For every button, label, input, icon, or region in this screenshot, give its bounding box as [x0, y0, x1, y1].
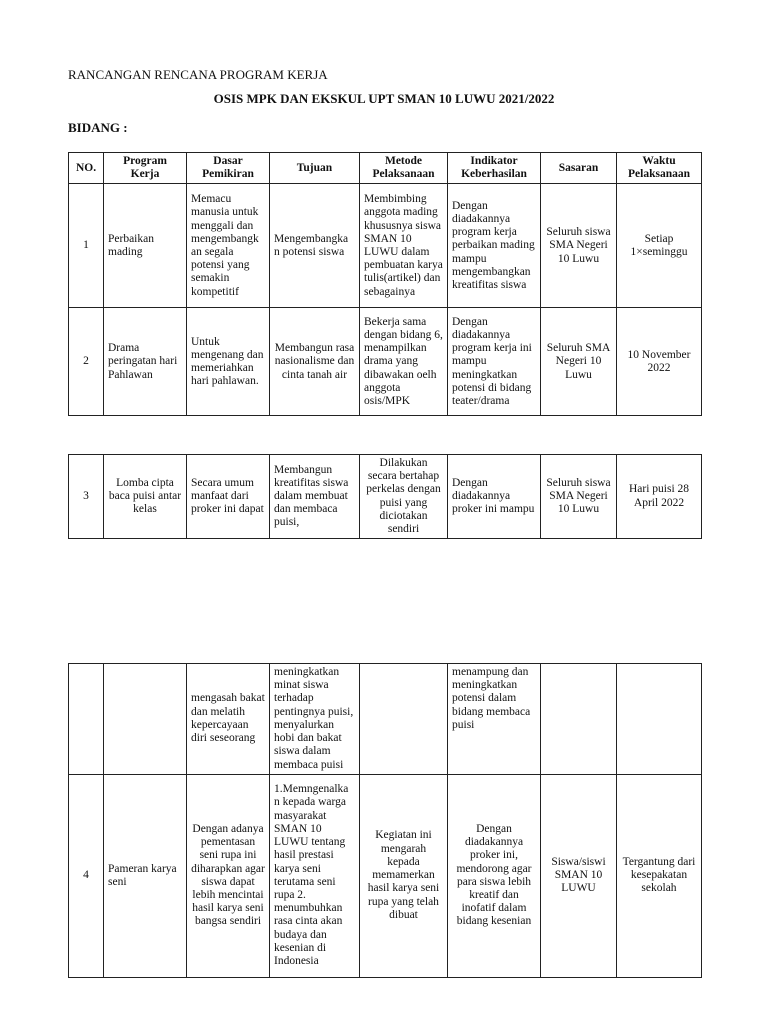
cell-indikator: Dengan diadakannya program kerja perbaikan mading mampu mengembangkan kreatifitas siswa: [448, 184, 541, 308]
cell-no: [69, 664, 104, 775]
table-row: [69, 664, 702, 775]
document-heading: RANCANGAN RENCANA PROGRAM KERJA: [68, 67, 328, 82]
cell-tujuan: meningkatkan minat siswa terhadap pentingnya puisi, menyalurkan hobi dan bakat siswa dalam membaca puisi: [270, 664, 360, 775]
cell-sasaran: [541, 664, 617, 775]
cell-dasar: Untuk mengenang dan memeriahkan hari pahlawan.: [187, 308, 270, 416]
cell-dasar: Secara umum manfaat dari proker ini dapat: [187, 455, 270, 539]
program-table-part-2: [68, 454, 702, 539]
header-metode: Metode Pelaksanaan: [360, 153, 448, 184]
header-indikator: Indikator Keberhasilan: [448, 153, 541, 184]
cell-dasar: Memacu manusia untuk menggali dan mengembangk an segala potensi yang semakin kompetitif: [187, 184, 270, 308]
cell-waktu: Setiap 1×seminggu: [617, 184, 702, 308]
table-row: [69, 455, 702, 539]
cell-sasaran: Seluruh SMA Negeri 10 Luwu: [541, 308, 617, 416]
cell-waktu: [617, 664, 702, 775]
cell-indikator: menampung dan meningkatkan potensi dalam bidang membaca puisi: [448, 664, 541, 775]
cell-metode: Membimbing anggota mading khususnya siswa SMAN 10 LUWU dalam pembuatan karya tulis(artikel) dan sebagainya: [360, 184, 448, 308]
program-table-part-3: [68, 663, 702, 978]
cell-program: Drama peringatan hari Pahlawan: [104, 308, 187, 416]
cell-waktu: Tergantung dari kesepakatan sekolah: [617, 774, 702, 977]
bidang-label: BIDANG :: [68, 120, 128, 135]
cell-sasaran: Seluruh siswa SMA Negeri 10 Luwu: [541, 184, 617, 308]
cell-tujuan: Mengembangka n potensi siswa: [270, 184, 360, 308]
header-program: Program Kerja: [104, 153, 187, 184]
cell-metode: Bekerja sama dengan bidang 6, menampilkan drama yang dibawakan oelh anggota osis/MPK: [360, 308, 448, 416]
table-header-row: [69, 153, 702, 184]
cell-tujuan: 1.Memngenalka n kepada warga masyarakat SMAN 10 LUWU tentang hasil prestasi karya seni terutama seni rupa 2. menumbuhkan rasa cinta akan budaya dan kesenian di Indonesia: [270, 774, 360, 977]
cell-indikator: Dengan diadakannya proker ini, mendorong agar para siswa lebih kreatif dan inofatif dalam bidang kesenian: [448, 774, 541, 977]
cell-no: 1: [69, 184, 104, 308]
header-tujuan: Tujuan: [270, 153, 360, 184]
document-subheading: OSIS MPK DAN EKSKUL UPT SMAN 10 LUWU 2021/2022: [213, 91, 555, 106]
cell-waktu: Hari puisi 28 April 2022: [617, 455, 702, 539]
cell-tujuan: Membangun rasa nasionalisme dan cinta tanah air: [270, 308, 360, 416]
cell-no: 3: [69, 455, 104, 539]
cell-program: [104, 664, 187, 775]
cell-program: Lomba cipta baca puisi antar kelas: [104, 455, 187, 539]
cell-metode: Kegiatan ini mengarah kepada memamerkan hasil karya seni rupa yang telah dibuat: [360, 774, 448, 977]
cell-waktu: 10 November 2022: [617, 308, 702, 416]
table-row: [69, 774, 702, 977]
cell-metode: Dilakukan secara bertahap perkelas dengan puisi yang diciotakan sendiri: [360, 455, 448, 539]
cell-no: 2: [69, 308, 104, 416]
cell-indikator: Dengan diadakannya program kerja ini mampu meningkatkan potensi di bidang teater/drama: [448, 308, 541, 416]
cell-program: Perbaikan mading: [104, 184, 187, 308]
table-row: [69, 184, 702, 308]
cell-sasaran: Seluruh siswa SMA Negeri 10 Luwu: [541, 455, 617, 539]
cell-no: 4: [69, 774, 104, 977]
cell-tujuan: Membangun kreatifitas siswa dalam membuat dan membaca puisi,: [270, 455, 360, 539]
header-sasaran: Sasaran: [541, 153, 617, 184]
cell-indikator: Dengan diadakannya proker ini mampu: [448, 455, 541, 539]
program-table-part-1: [68, 152, 702, 416]
cell-dasar: Dengan adanya pementasan seni rupa ini diharapkan agar siswa dapat lebih mencintai hasil karya seni bangsa sendiri: [187, 774, 270, 977]
cell-program: Pameran karya seni: [104, 774, 187, 977]
header-no: NO.: [69, 153, 104, 184]
cell-sasaran: Siswa/siswi SMAN 10 LUWU: [541, 774, 617, 977]
header-dasar: Dasar Pemikiran: [187, 153, 270, 184]
cell-metode: [360, 664, 448, 775]
cell-dasar: mengasah bakat dan melatih kepercayaan diri seseorang: [187, 664, 270, 775]
table-row: [69, 308, 702, 416]
header-waktu: Waktu Pelaksanaan: [617, 153, 702, 184]
